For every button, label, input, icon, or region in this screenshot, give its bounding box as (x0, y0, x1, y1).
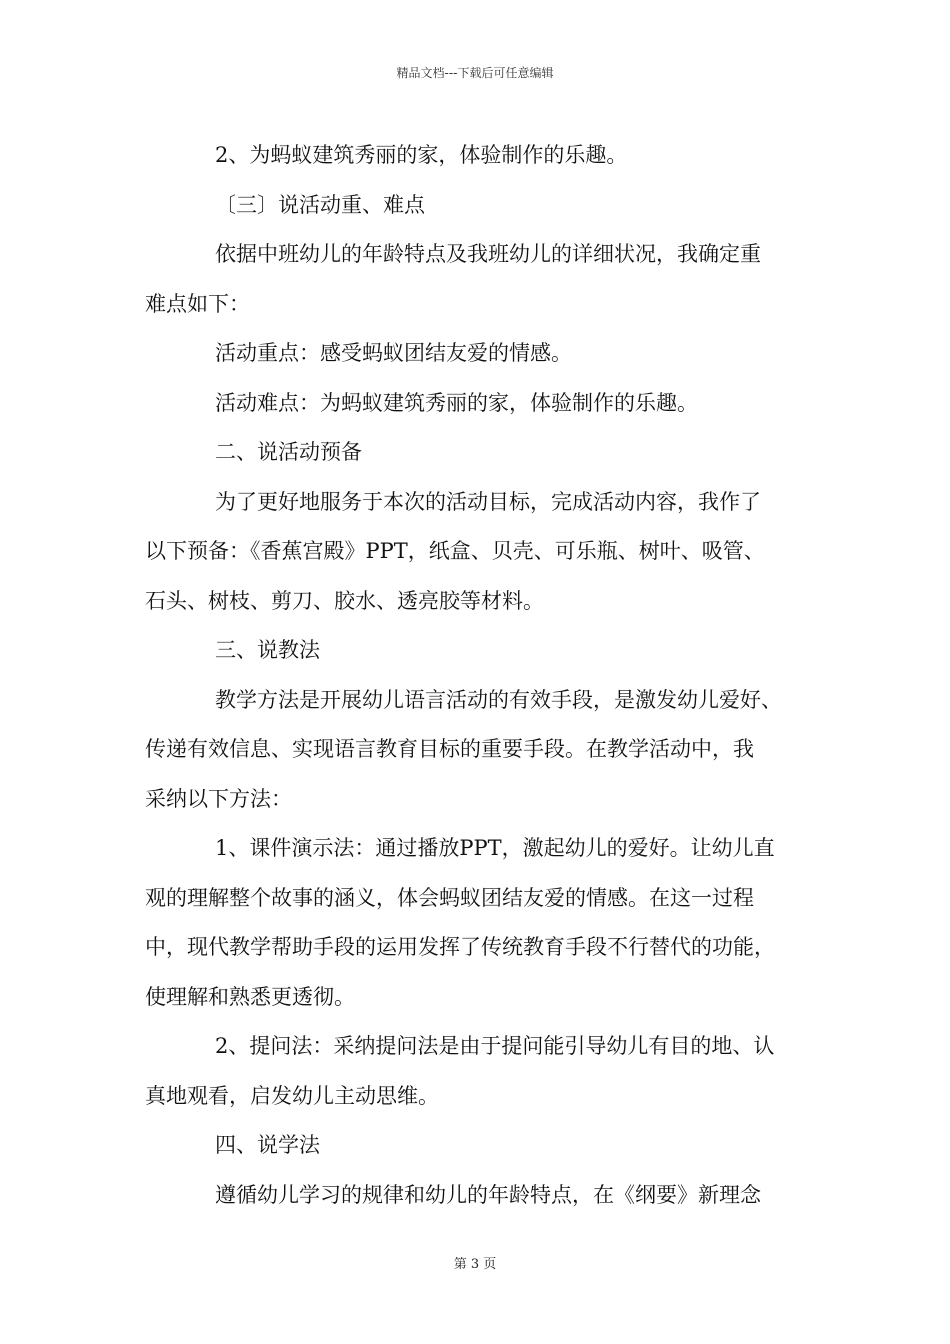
text-line: 〔三〕说活动重、难点 (215, 192, 425, 217)
text-line: 传递有效信息、实现语言教育目标的重要手段。在教学活动中，我 (145, 737, 754, 761)
text-line: 2、为蚂蚁建筑秀丽的家，体验制作的乐趣。 (215, 143, 628, 167)
text-line: 活动难点：为蚂蚁建筑秀丽的家，体验制作的乐趣。 (215, 390, 698, 415)
text-line: 为了更好地服务于本次的活动目标，完成活动内容，我作了 (215, 489, 761, 514)
text-line: 使理解和熟悉更透彻。 (145, 984, 355, 1009)
text-line: 真地观看，启发幼儿主动思维。 (145, 1083, 439, 1108)
text-line: 石头、树枝、剪刀、胶水、透亮胶等材料。 (145, 588, 544, 613)
text-line: 教学方法是开展幼儿语言活动的有效手段，是激发幼儿爱好、 (215, 687, 782, 712)
text-line: 观的理解整个故事的涵义，体会蚂蚁团结友爱的情感。在这一过程 (145, 885, 754, 910)
text-line: 采纳以下方法： (145, 786, 292, 811)
page-header: 精品文档---下载后可任意编辑 (396, 66, 554, 80)
text-line: 活动重点：感受蚂蚁团结友爱的情感。 (215, 341, 572, 365)
text-line: 遵循幼儿学习的规律和幼儿的年龄特点，在《纲要》新理念 (215, 1182, 761, 1207)
text-line: 中，现代教学帮助手段的运用发挥了传统教育手段不行替代的功能， (145, 935, 775, 959)
text-line: 1、课件演示法：通过播放PPT，激起幼儿的爱好。让幼儿直 (215, 836, 775, 860)
text-line: 四、说学法 (215, 1133, 320, 1157)
page-number: 第 3 页 (453, 1257, 497, 1272)
text-line: 二、说活动预备 (215, 440, 362, 464)
text-line: 2、提问法：采纳提问法是由于提问能引导幼儿有目的地、认 (215, 1034, 775, 1058)
document-body (145, 131, 815, 1220)
text-line: 依据中班幼儿的年龄特点及我班幼儿的详细状况，我确定重 (215, 242, 761, 266)
text-line: 难点如下： (145, 291, 250, 316)
text-line: 三、说教法 (215, 638, 320, 662)
text-line: 以下预备：《香蕉宫殿》PPT，纸盒、贝壳、可乐瓶、树叶、吸管、 (145, 539, 765, 563)
